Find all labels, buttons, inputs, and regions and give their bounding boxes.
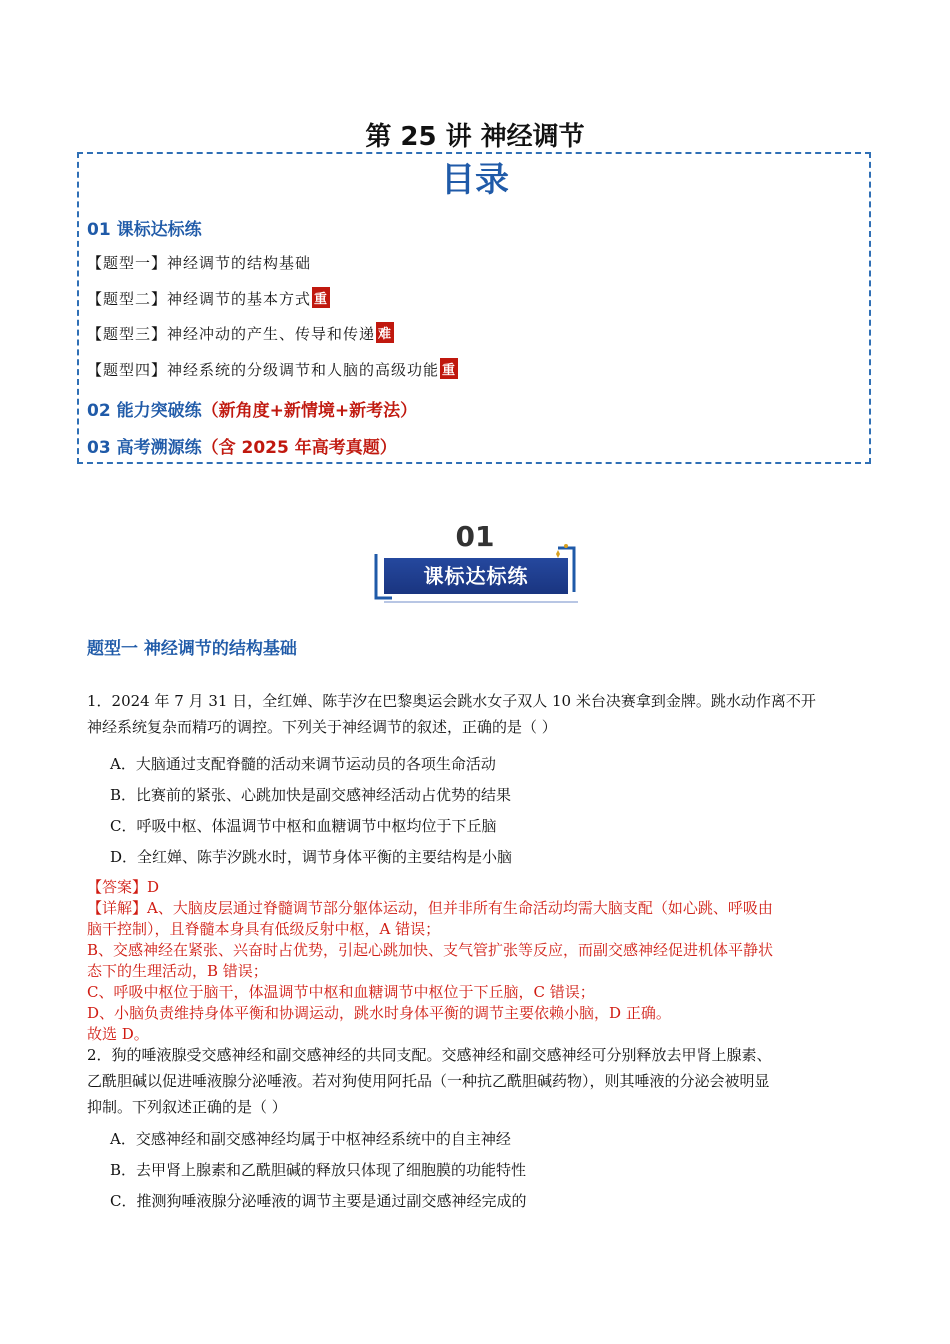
question-2-stem: [87, 1042, 877, 1120]
toc-section-1[interactable]: 01 课标达标练: [87, 220, 202, 240]
explanation-line: 脑干控制），且脊髓本身具有低级反射中枢，A 错误；: [87, 920, 441, 938]
question-2-option-b: B．去甲肾上腺素和乙酰胆碱的释放只体现了细胞膜的功能特性: [110, 1161, 527, 1179]
question-text-line: 抑制。下列叙述正确的是（ ）: [87, 1098, 287, 1116]
question-1-answer-block: [87, 877, 877, 1045]
question-1-stem: [87, 688, 877, 740]
toc-item-label: 【题型四】神经系统的分级调节和人脑的高级功能: [87, 361, 440, 379]
section-number: 01: [455, 520, 495, 553]
key-point-tag: 重: [440, 358, 458, 379]
toc-item-label: 【题型一】神经调节的结构基础: [87, 254, 312, 272]
page-title: 第 25 讲 神经调节: [365, 122, 585, 152]
toc-section-3-label: 03 高考溯源练: [87, 438, 202, 458]
difficult-tag: 难: [376, 322, 394, 343]
explanation-line: D、小脑负责维持身体平衡和协调运动，跳水时身体平衡的调节主要依赖小脑，D 正确。: [87, 1004, 671, 1022]
toc-item-3[interactable]: [87, 322, 394, 344]
question-text-line: 1．2024 年 7 月 31 日，全红婵、陈芋汐在巴黎奥运会跳水女子双人 10 米台决赛拿到金牌。跳水动作离不开: [87, 692, 816, 710]
question-2-option-c: C．推测狗唾液腺分泌唾液的调节主要是通过副交感神经完成的: [110, 1192, 527, 1210]
answer-label: 【答案】D: [87, 878, 160, 896]
question-type-heading: 题型一 神经调节的结构基础: [87, 639, 297, 659]
toc-section-3[interactable]: [87, 433, 397, 458]
explanation-line: C、呼吸中枢位于脑干，体温调节中枢和血糖调节中枢位于下丘脑，C 错误；: [87, 983, 595, 1001]
explanation-line: 【详解】A、大脑皮层通过脊髓调节部分躯体运动，但并非所有生命活动均需大脑支配（如心跳、呼吸由: [87, 899, 773, 917]
toc-item-1[interactable]: [87, 252, 311, 273]
toc-section-2[interactable]: [87, 396, 417, 421]
section-banner: 课标达标练: [384, 558, 568, 594]
question-1-option-a: A．大脑通过支配脊髓的活动来调节运动员的各项生命活动: [110, 755, 496, 773]
toc-section-2-note: （新角度+新情境+新考法）: [201, 401, 418, 421]
explanation-line: B、交感神经在紧张、兴奋时占优势，引起心跳加快、支气管扩张等反应，而副交感神经促进机体平静状: [87, 941, 774, 959]
key-point-tag: 重: [312, 287, 330, 308]
toc-section-2-label: 02 能力突破练: [87, 401, 202, 421]
toc-item-4[interactable]: [87, 358, 458, 380]
question-text-line: 2．狗的唾液腺受交感神经和副交感神经的共同支配。交感神经和副交感神经可分别释放去甲肾上腺素、: [87, 1046, 772, 1064]
question-text-line: 神经系统复杂而精巧的调控。下列关于神经调节的叙述，正确的是（ ）: [87, 718, 557, 736]
toc-item-2[interactable]: [87, 287, 330, 309]
toc-section-3-note: （含 2025 年高考真题）: [201, 438, 397, 458]
question-1-option-c: C．呼吸中枢、体温调节中枢和血糖调节中枢均位于下丘脑: [110, 817, 497, 835]
toc-item-label: 【题型三】神经冲动的产生、传导和传递: [87, 325, 376, 343]
question-1-option-d: D．全红婵、陈芋汐跳水时，调节身体平衡的主要结构是小脑: [110, 848, 513, 866]
explanation-line: 态下的生理活动，B 错误；: [87, 962, 268, 980]
toc-item-label: 【题型二】神经调节的基本方式: [87, 290, 312, 308]
question-2-option-a: A．交感神经和副交感神经均属于中枢神经系统中的自主神经: [110, 1130, 511, 1148]
toc-heading: 目录: [441, 160, 509, 200]
question-1-option-b: B．比赛前的紧张、心跳加快是副交感神经活动占优势的结果: [110, 786, 512, 804]
question-text-line: 乙酰胆碱以促进唾液腺分泌唾液。若对狗使用阿托品（一种抗乙酰胆碱药物），则其唾液的分泌会被明显: [87, 1072, 770, 1090]
explanation-line: 故选 D。: [87, 1025, 149, 1043]
